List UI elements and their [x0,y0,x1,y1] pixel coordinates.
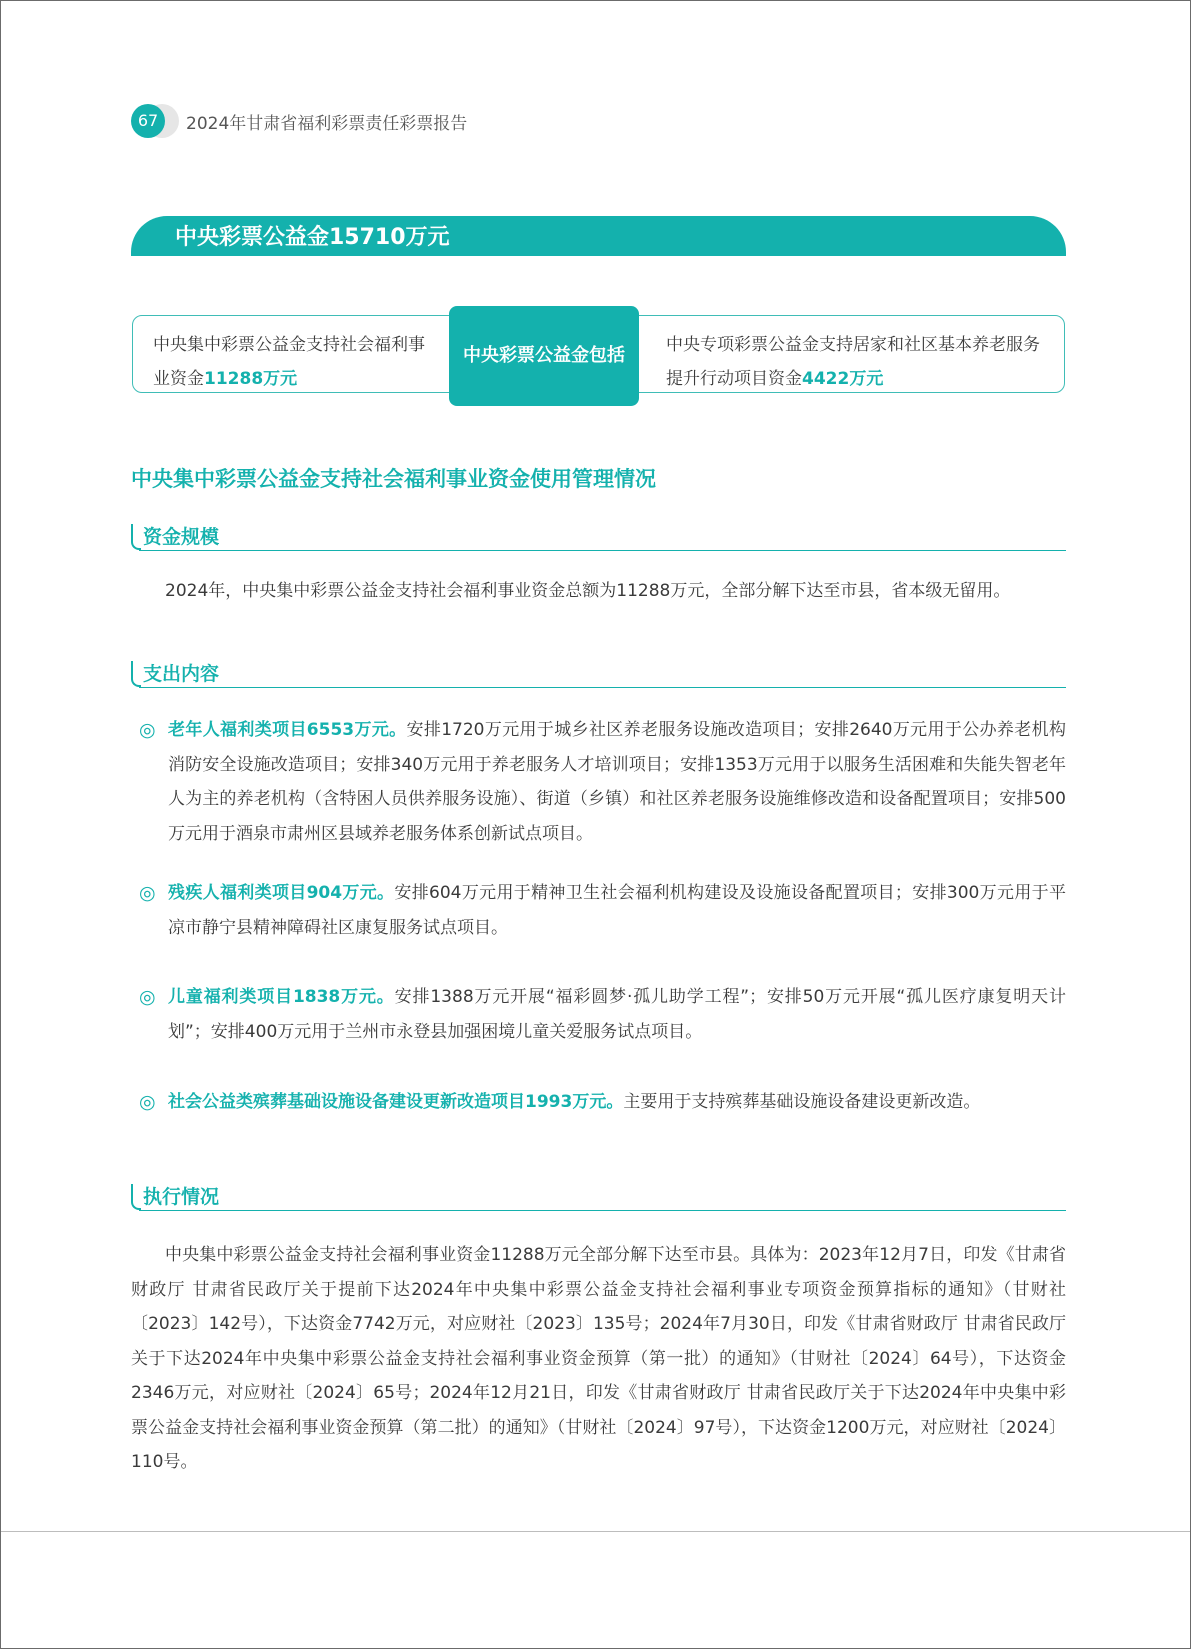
composition-left-label: 中央集中彩票公益金支持社会福利事业资金 [153,335,425,389]
fund-scale-paragraph: 2024年，中央集中彩票公益金支持社会福利事业资金总额为11288万元，全部分解下达至市县，省本级无留用。 [165,581,1011,601]
execution-paragraph: 中央集中彩票公益金支持社会福利事业资金11288万元全部分解下达至市县。具体为：2023年12月7日，印发《甘肃省财政厅 甘肃省民政厅关于提前下达2024年中央集中彩票公益金支持社会福利事业专项资金预算指标的通知》（甘财社〔2023〕142号），下达资金7742万元，对应财社〔2023〕135号；2024年7月30日，印发《甘肃省财政厅 甘肃省民政厅关于下达2024年中央集中彩票公益金支持社会福利事业资金预算（第一批）的通知》（甘财社〔2024〕64号），下达资金2346万元，对应财社〔2024〕65号；2024年12月21日，印发《甘肃省财政厅 甘肃省民政厅关于下达2024年中央集中彩票公益金支持社会福利事业资金预算（第二批）的通知》（甘财社〔2024〕97号），下达资金1200万元，对应财社〔2024〕110号。 [131,1245,1066,1472]
composition-left-amount: 11288万元 [204,369,298,389]
page-number-badge: 67 [131,104,165,138]
expenditure-item-elderly [139,713,1066,853]
bullet-circle-icon: ◎ [139,719,156,741]
subheading-execution [131,1182,1066,1212]
report-title: 2024年甘肃省福利彩票责任彩票报告 [186,114,468,134]
composition-right-text [666,328,1046,396]
composition-center-label: 中央彩票公益金包括 [449,306,639,406]
page-bottom-rule [1,1531,1190,1532]
subheading-label: 资金规模 [143,526,220,548]
expenditure-item-body: 安排604万元用于精神卫生社会福利机构建设及设施设备配置项目；安排300万元用于平凉市静宁县精神障碍社区康复服务试点项目。 [168,883,1066,938]
bullet-circle-icon: ◎ [139,1091,156,1113]
section-heading: 中央集中彩票公益金支持社会福利事业资金使用管理情况 [131,467,656,491]
subheading-fund-scale [131,522,1066,552]
expenditure-item-body: 主要用于支持殡葬基础设施设备建设更新改造。 [623,1092,981,1112]
expenditure-item-lead: 老年人福利类项目6553万元。 [168,720,407,740]
bullet-circle-icon: ◎ [139,986,156,1008]
expenditure-item-lead: 儿童福利类项目1838万元。 [168,987,395,1007]
expenditure-item-text [168,980,1066,1049]
expenditure-item-lead: 残疾人福利类项目904万元。 [168,883,395,903]
subheading-bracket [131,524,141,550]
section-banner [131,216,1066,256]
expenditure-item-body: 安排1388万元开展“福彩圆梦·孤儿助学工程”；安排50万元开展“孤儿医疗康复明天计划”；安排400万元用于兰州市永登县加强困境儿童关爱服务试点项目。 [168,987,1066,1042]
composition-left-text [153,328,438,396]
composition-right-amount: 4422万元 [802,369,884,389]
expenditure-item-lead: 社会公益类殡葬基础设施设备建设更新改造项目1993万元。 [168,1092,624,1112]
subheading-bracket [131,1184,141,1210]
subheading-label: 执行情况 [143,1186,220,1208]
subheading-expenditure [131,659,1066,689]
subheading-rule [139,687,1066,688]
bullet-circle-icon: ◎ [139,882,156,904]
subheading-rule [139,550,1066,551]
subheading-label: 支出内容 [143,663,220,685]
expenditure-item-text [168,876,1066,945]
subheading-rule [139,1210,1066,1211]
expenditure-item-text [168,1085,1066,1120]
composition-right-label: 中央专项彩票公益金支持居家和社区基本养老服务提升行动项目资金 [666,335,1040,389]
banner-title: 中央彩票公益金15710万元 [175,225,450,250]
subheading-bracket [131,661,141,687]
expenditure-item-text [168,713,1066,851]
expenditure-item-body: 安排1720万元用于城乡社区养老服务设施改造项目；安排2640万元用于公办养老机构消防安全设施改造项目；安排340万元用于养老服务人才培训项目；安排1353万元用于以服务生活困难和失能失智老年人为主的养老机构（含特困人员供养服务设施）、街道（乡镇）和社区养老服务设施维修改造和设备配置项目；安排500万元用于酒泉市肃州区县域养老服务体系创新试点项目。 [168,720,1066,844]
